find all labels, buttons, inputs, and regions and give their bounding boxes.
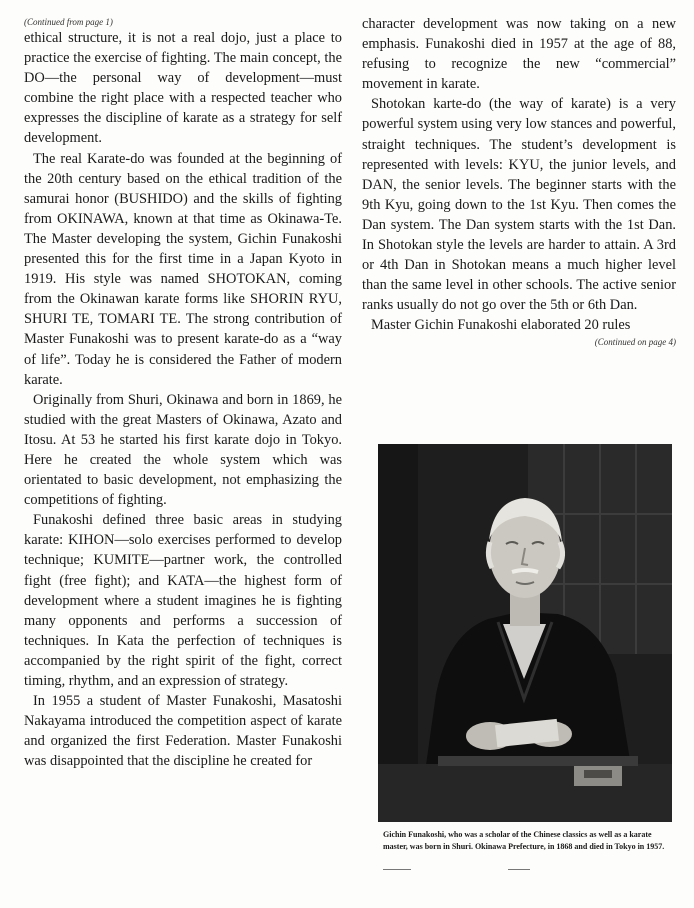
left-column — [24, 16, 342, 771]
body-paragraph: Shotokan karte-do (the way of karate) is a very powerful system using very low stances and powerful, straight techniques. The student’s development is represented with levels: KYU, the junior levels, and DAN, the senior levels. The beginner starts with the 9th Kyu, going down to the 1st Kyu. Then comes the Dan system. The Dan system starts with the 1st Dan. In Shotokan style the levels are harder to attain. A 3rd or 4th Dan in Shotokan means a much higher level than the same level in other schools. The active senior ranks usually do not go over the 5th or 6th Dan. — [362, 96, 676, 314]
portrait-illustration — [378, 444, 672, 822]
continued-from-note: (Continued from page 1) — [24, 17, 113, 27]
body-paragraph: In 1955 a student of Master Funakoshi, Masatoshi Nakayama introduced the competition aspect of karate and organized the first Federation. Master Funakoshi was disappointed that the discipline he created for — [24, 693, 342, 770]
body-paragraph: ethical structure, it is not a real dojo, just a place to practice the exercise of fighting. The main concept, the DO—the personal way of development—must combine the right place with a respected teacher who expresses the discipline of karate as a strategy for self development. — [24, 30, 342, 147]
continued-on-note: (Continued on page 4) — [594, 336, 676, 347]
body-paragraph: Originally from Shuri, Okinawa and born in 1869, he studied with the great Masters of Okinawa, Azato and Itosu. At 53 he started his first karate dojo in Tokyo. Here he created the whole system which was orientated to basic development, not emphasizing the competitions of fighting. — [24, 391, 342, 509]
body-paragraph: character development was now taking on a new emphasis. Funakoshi died in 1957 at the age of 88, refusing to recognize the new “commercial” movement in karate. — [362, 16, 676, 93]
body-paragraph: The real Karate-do was founded at the beginning of the 20th century based on the ethical tradition of the samurai honor (BUSHIDO) and the skills of fighting from OKINAWA, known at that time as Okinawa-Te. The Master developing the system, Gichin Funakoshi presented this for the first time in a Japan Kyoto in 1919. His style was named SHOTOKAN, coming from the Okinawan karate forms like SHORIN RYU, SHURI TE, TOMARI TE. The strong contribution of Master Funakoshi was to present karate-do as a “way of life”. Today he is considered the Father of modern karate. — [24, 150, 342, 388]
caption-divider — [383, 869, 411, 870]
photo-caption: Gichin Funakoshi, who was a scholar of the Chinese classics as well as a karate master, was born in Shuri. Okinawa Prefecture, in 1868 and died in Tokyo in 1957. — [383, 830, 665, 851]
right-column — [362, 14, 676, 348]
caption-divider — [508, 869, 530, 870]
body-paragraph: Funakoshi defined three basic areas in studying karate: KIHON—solo exercises performed to develop technique; KUMITE—partner work, the controlled fight (free fight); and KATA—the highest form of development where a student imagines he is fighting many opponents and performs a succession of techniques. In Kata the perfection of techniques is accompanied by the right spirit of the fight, correct timing, rhythm, and an expression of strategy. — [24, 512, 342, 689]
portrait-photo — [378, 444, 672, 822]
body-paragraph: Master Gichin Funakoshi elaborated 20 rules — [371, 317, 631, 334]
